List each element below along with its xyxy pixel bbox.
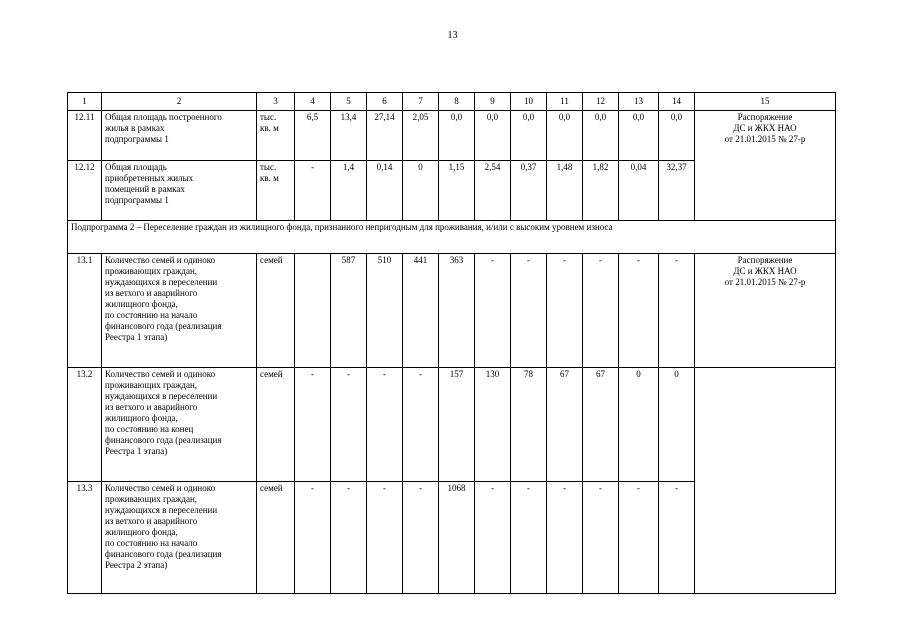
row-number: 12.12 xyxy=(68,161,102,221)
column-header: 1 xyxy=(68,93,102,111)
value-cell: - xyxy=(295,161,331,221)
column-header: 2 xyxy=(102,93,257,111)
value-cell: - xyxy=(659,254,695,368)
column-header: 12 xyxy=(583,93,619,111)
row-number: 13.2 xyxy=(68,368,102,482)
unit: тыс. кв. м xyxy=(257,161,295,221)
indicator-name: Количество семей и одиноко проживающих граждан, нуждающихся в переселении из ветхого и аварийного жилищного фонда, по состоянию на конец финансового года (реализация Реестра 1 этапа) xyxy=(102,368,257,482)
column-header: 3 xyxy=(257,93,295,111)
value-cell: - xyxy=(367,368,403,482)
unit: семей xyxy=(257,254,295,368)
value-cell: 32,37 xyxy=(659,161,695,221)
value-cell: - xyxy=(475,254,511,368)
value-cell: 363 xyxy=(439,254,475,368)
unit: семей xyxy=(257,368,295,482)
value-cell: 510 xyxy=(367,254,403,368)
value-cell: 0,0 xyxy=(511,111,547,161)
column-header: 6 xyxy=(367,93,403,111)
indicators-table xyxy=(67,92,836,594)
value-cell: 0,0 xyxy=(475,111,511,161)
value-cell: 0 xyxy=(619,368,659,482)
value-cell: 67 xyxy=(547,368,583,482)
column-header: 14 xyxy=(659,93,695,111)
value-cell: 6,5 xyxy=(295,111,331,161)
value-cell: 0,14 xyxy=(367,161,403,221)
table-row xyxy=(68,254,836,368)
value-cell: - xyxy=(403,368,439,482)
value-cell: 27,14 xyxy=(367,111,403,161)
value-cell: - xyxy=(583,482,619,594)
value-cell: - xyxy=(547,254,583,368)
subprogram-title: Подпрограмма 2 – Переселение граждан из жилищного фонда, признанного непригодным для проживания, и/или с высоким уровнем износа xyxy=(68,221,836,254)
value-cell: 1,15 xyxy=(439,161,475,221)
page-number: 13 xyxy=(447,30,458,41)
value-cell: - xyxy=(295,482,331,594)
value-cell: 1,48 xyxy=(547,161,583,221)
value-cell: 130 xyxy=(475,368,511,482)
value-cell: 1,82 xyxy=(583,161,619,221)
value-cell: 0,37 xyxy=(511,161,547,221)
value-cell: - xyxy=(403,482,439,594)
table-header-row xyxy=(68,93,836,111)
value-cell: 67 xyxy=(583,368,619,482)
value-cell: - xyxy=(511,482,547,594)
value-cell: 0,04 xyxy=(619,161,659,221)
value-cell: 0,0 xyxy=(583,111,619,161)
column-header: 10 xyxy=(511,93,547,111)
value-cell xyxy=(295,254,331,368)
value-cell: - xyxy=(619,482,659,594)
column-header: 7 xyxy=(403,93,439,111)
value-cell: 0,0 xyxy=(659,111,695,161)
value-cell: 441 xyxy=(403,254,439,368)
legal-basis: Распоряжение ДС и ЖКХ НАО от 21.01.2015 № 27-р xyxy=(695,254,836,368)
value-cell: 0,0 xyxy=(619,111,659,161)
table-row xyxy=(68,368,836,482)
value-cell: 2,05 xyxy=(403,111,439,161)
value-cell: - xyxy=(331,482,367,594)
column-header: 8 xyxy=(439,93,475,111)
table-row xyxy=(68,111,836,161)
value-cell: - xyxy=(619,254,659,368)
row-number: 12.11 xyxy=(68,111,102,161)
column-header: 15 xyxy=(695,93,836,111)
value-cell: 587 xyxy=(331,254,367,368)
value-cell: - xyxy=(475,482,511,594)
value-cell: 0,0 xyxy=(547,111,583,161)
column-header: 4 xyxy=(295,93,331,111)
unit: тыс. кв. м xyxy=(257,111,295,161)
column-header: 5 xyxy=(331,93,367,111)
value-cell: - xyxy=(511,254,547,368)
indicator-name: Количество семей и одиноко проживающих граждан, нуждающихся в переселении из ветхого и аварийного жилищного фонда, по состоянию на начало финансового года (реализация Реестра 2 этапа) xyxy=(102,482,257,594)
value-cell: 1,4 xyxy=(331,161,367,221)
indicator-name: Общая площадь построенного жилья в рамках подпрограммы 1 xyxy=(102,111,257,161)
value-cell: - xyxy=(367,482,403,594)
indicator-name: Количество семей и одиноко проживающих граждан, нуждающихся в переселении из ветхого и аварийного жилищного фонда, по состоянию на начало финансового года (реализация Реестра 1 этапа) xyxy=(102,254,257,368)
value-cell: - xyxy=(331,368,367,482)
value-cell: 2,54 xyxy=(475,161,511,221)
value-cell: 1068 xyxy=(439,482,475,594)
empty-cell xyxy=(695,368,836,594)
unit: семей xyxy=(257,482,295,594)
row-number: 13.3 xyxy=(68,482,102,594)
column-header: 13 xyxy=(619,93,659,111)
column-header: 9 xyxy=(475,93,511,111)
value-cell: 157 xyxy=(439,368,475,482)
value-cell: - xyxy=(295,368,331,482)
value-cell: 13,4 xyxy=(331,111,367,161)
value-cell: 0 xyxy=(659,368,695,482)
value-cell: - xyxy=(547,482,583,594)
value-cell: 78 xyxy=(511,368,547,482)
row-number: 13.1 xyxy=(68,254,102,368)
value-cell: 0,0 xyxy=(439,111,475,161)
value-cell: - xyxy=(583,254,619,368)
subprogram-row xyxy=(68,221,836,254)
column-header: 11 xyxy=(547,93,583,111)
value-cell: 0 xyxy=(403,161,439,221)
indicator-name: Общая площадь приобретенных жилых помещений в рамках подпрограммы 1 xyxy=(102,161,257,221)
value-cell: - xyxy=(659,482,695,594)
legal-basis: Распоряжение ДС и ЖКХ НАО от 21.01.2015 № 27-р xyxy=(695,111,836,221)
